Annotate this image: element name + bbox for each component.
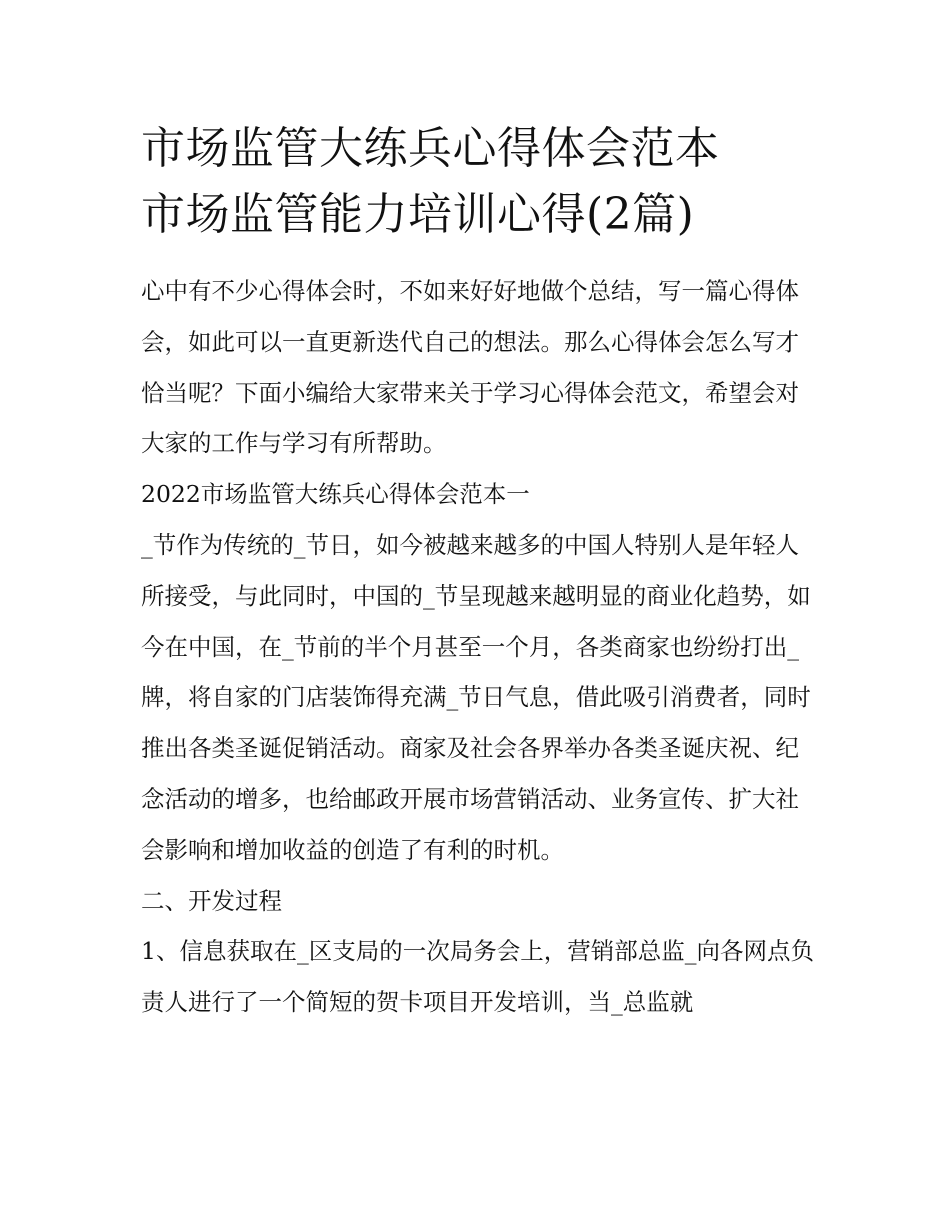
section-heading-sample-one: 2022市场监管大练兵心得体会范本一 (141, 480, 530, 509)
intro-paragraph: 心中有不少心得体会时，不如来好好地做个总结，写一篇心得体会，如此可以一直更新迭代自己的想法。那么心得体会怎么写才恰当呢？下面小编给大家带来关于学习心得体会范文，希望会对大家的工作与学习有所帮助。 (141, 277, 799, 458)
title-line-2: 市场监管能力培训心得(2篇) (141, 189, 695, 240)
body-paragraph-info-gathering: 1、信息获取在_区支局的一次局务会上，营销部总监_向各网点负责人进行了一个简短的贺卡项目开发培训，当_总监就 (141, 937, 814, 1017)
section-heading-development-process: 二、开发过程 (141, 886, 282, 915)
document-title (141, 116, 821, 248)
document-content (141, 116, 821, 1028)
body-paragraph: _节作为传统的_节日，如今被越来越多的中国人特别人是年轻人所接受，与此同时，中国的_节呈现越来越明显的商业化趋势，如今在中国，在_节前的半个月甚至一个月，各类商家也纷纷打出_牌，将自家的门店装饰得充满_节日气息，借此吸引消费者，同时推出各类圣诞促销活动。商家及社会各界举办各类圣诞庆祝、纪念活动的增多，也给邮政开展市场营销活动、业务宣传、扩大社会影响和增加收益的创造了有利的时机。 (141, 530, 811, 864)
document-body (141, 266, 821, 1028)
title-line-1: 市场监管大练兵心得体会范本 (141, 123, 720, 174)
